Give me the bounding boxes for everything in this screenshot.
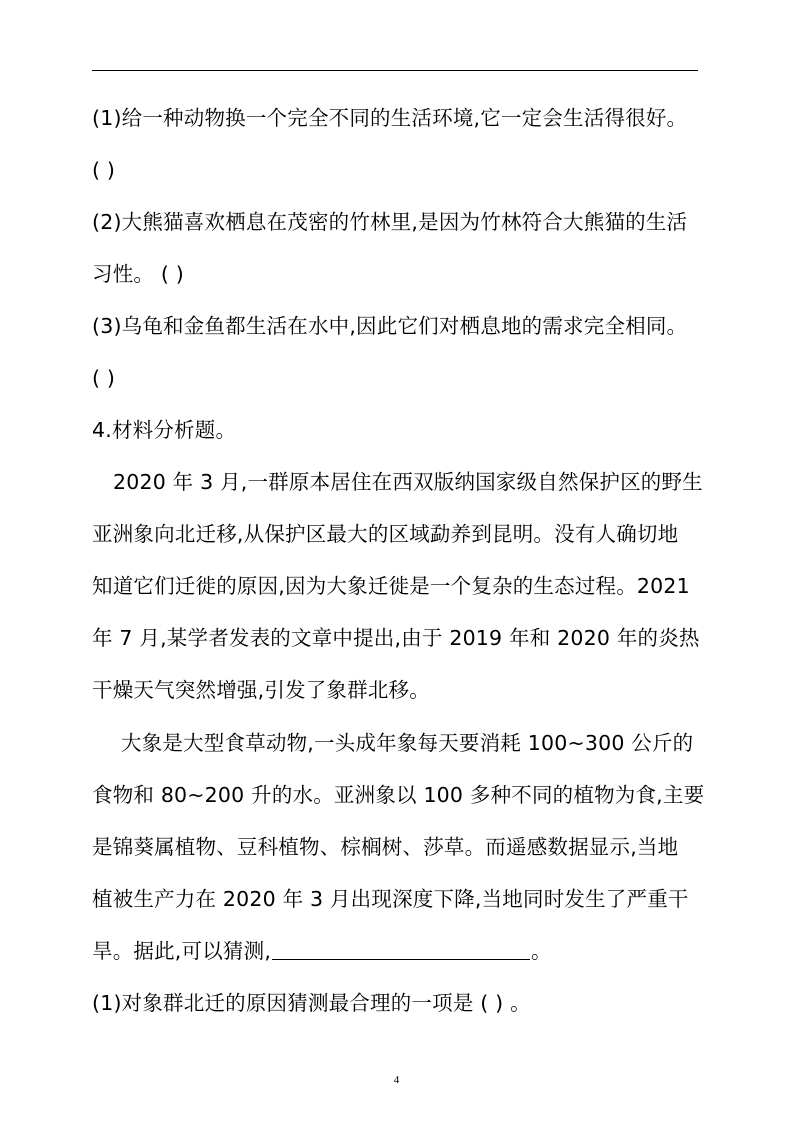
paragraph-2-line-1: 大象是大型食草动物,一头成年象每天要消耗 100~300 公斤的	[121, 731, 694, 755]
paragraph-2-line-3: 是锦葵属植物、豆科植物、棕榈树、莎草。而遥感数据显示,当地	[92, 835, 679, 859]
page-number: 4	[393, 1074, 400, 1086]
paragraph-2-line-5	[92, 939, 552, 963]
question-4-1[interactable]: (1)对象群北迁的原因猜测最合理的一项是 ( ) 。	[92, 991, 531, 1015]
paragraph-1-line-2: 亚洲象向北迁移,从保护区最大的区域勐养到昆明。没有人确切地	[92, 522, 679, 546]
question-3-2-continued[interactable]: 习性。 ( )	[92, 262, 184, 286]
question-3-1: (1)给一种动物换一个完全不同的生活环境,它一定会生活得很好。	[92, 106, 688, 130]
header-rule	[92, 70, 698, 71]
question-3-1-answer-paren[interactable]: ( )	[92, 158, 116, 182]
paragraph-2-line-5-text: 旱。据此,可以猜测,	[92, 939, 272, 963]
question-3-3-answer-paren[interactable]: ( )	[92, 366, 116, 390]
fill-in-blank[interactable]	[272, 939, 530, 960]
paragraph-1-line-5: 干燥天气突然增强,引发了象群北移。	[92, 678, 430, 702]
question-4-title: 4.材料分析题。	[92, 418, 237, 442]
paragraph-1-line-1: 2020 年 3 月,一群原本居住在西双版纳国家级自然保护区的野生	[113, 470, 703, 494]
paragraph-2-line-4: 植被生产力在 2020 年 3 月出现深度下降,当地同时发生了严重干	[92, 887, 689, 911]
question-3-3: (3)乌龟和金鱼都生活在水中,因此它们对栖息地的需求完全相同。	[92, 314, 688, 338]
paragraph-1-line-3: 知道它们迁徙的原因,因为大象迁徙是一个复杂的生态过程。2021	[92, 574, 690, 598]
paragraph-2-line-5-end: 。	[531, 939, 552, 963]
paragraph-1-line-4: 年 7 月,某学者发表的文章中提出,由于 2019 年和 2020 年的炎热	[92, 626, 700, 650]
paragraph-2-line-2: 食物和 80~200 升的水。亚洲象以 100 多种不同的植物为食,主要	[92, 783, 705, 807]
question-3-2: (2)大熊猫喜欢栖息在茂密的竹林里,是因为竹林符合大熊猫的生活	[92, 210, 688, 234]
